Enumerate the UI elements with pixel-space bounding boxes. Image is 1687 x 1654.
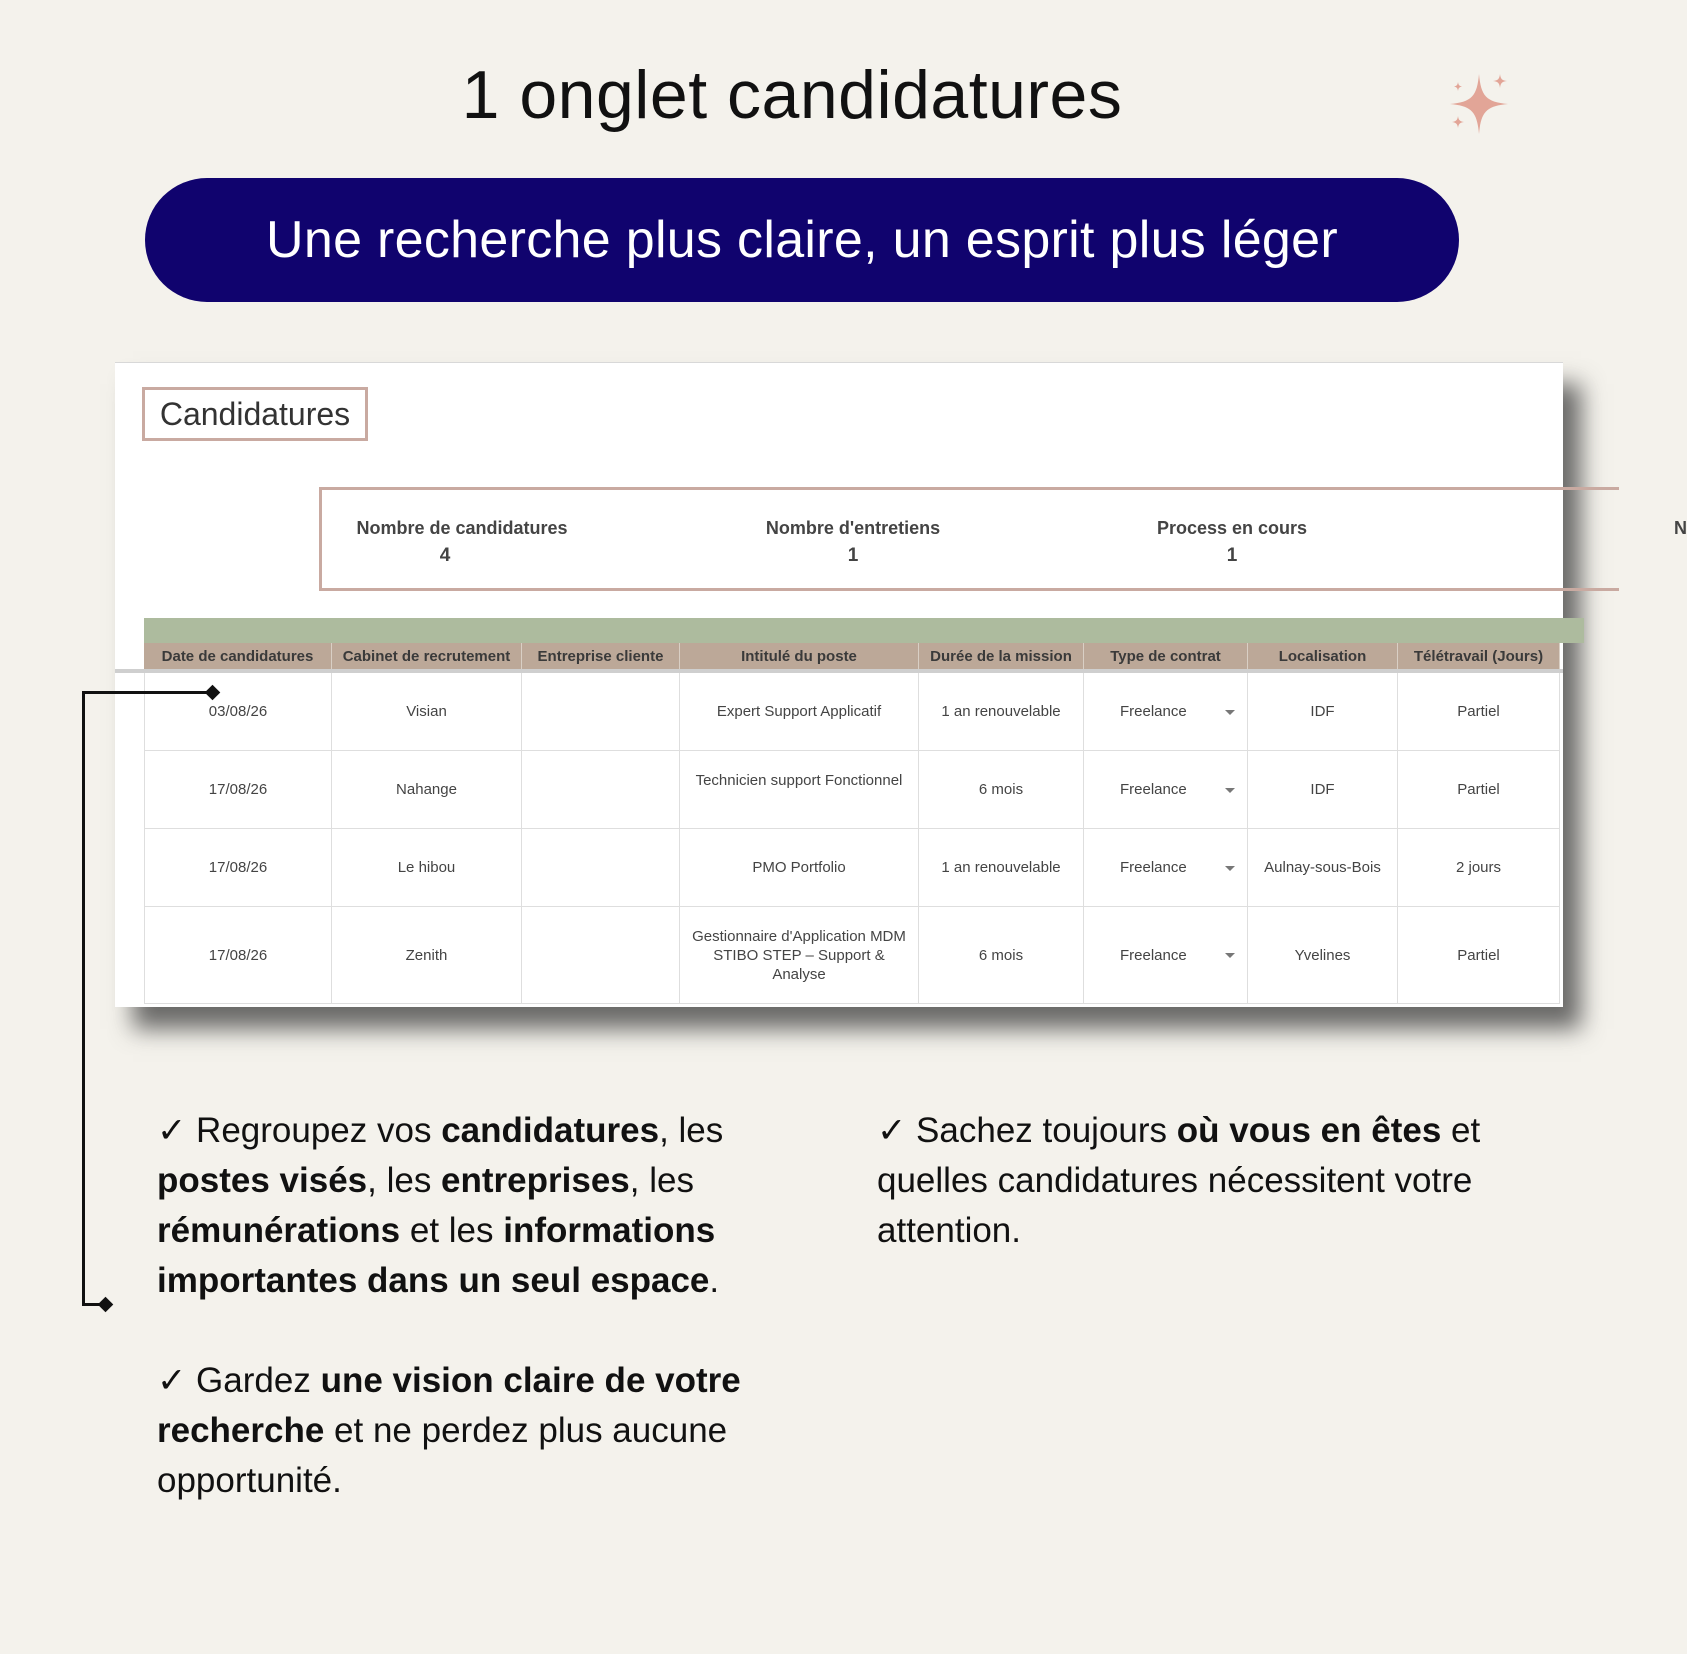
column-header[interactable]: Cabinet de recrutement	[332, 643, 522, 669]
caret-down-icon[interactable]	[1225, 710, 1235, 715]
check-icon: ✓	[157, 1361, 187, 1400]
contrat-value: Freelance	[1120, 781, 1187, 798]
cell-cabinet[interactable]: Zenith	[332, 907, 522, 1003]
table-header	[144, 643, 1560, 669]
contrat-value: Freelance	[1120, 859, 1187, 876]
column-header[interactable]: Type de contrat	[1084, 643, 1248, 669]
stats-panel	[319, 487, 1687, 591]
bullet-text: , les	[659, 1111, 724, 1150]
table-body	[144, 673, 1560, 1004]
cell-entreprise[interactable]	[522, 907, 680, 1003]
cell-duree[interactable]: 6 mois	[919, 907, 1084, 1003]
header-band	[144, 618, 1584, 643]
bullet-text: et les	[400, 1211, 504, 1250]
bullet-regroupez	[157, 1106, 797, 1306]
cell-contrat-dropdown[interactable]	[1084, 829, 1248, 906]
cell-entreprise[interactable]	[522, 829, 680, 906]
cell-poste[interactable]: Expert Support Applicatif	[680, 673, 919, 750]
cell-entreprise[interactable]	[522, 673, 680, 750]
cell-date[interactable]: 17/08/26	[144, 829, 332, 906]
cell-teletravail[interactable]: Partiel	[1398, 673, 1560, 750]
bullet-text: et quelles candidatures nécessitent votre attention.	[877, 1111, 1481, 1250]
bullet-text: Sachez toujours	[906, 1111, 1177, 1150]
cell-teletravail[interactable]: 2 jours	[1398, 829, 1560, 906]
table-row[interactable]	[144, 907, 1560, 1004]
cell-cabinet[interactable]: Le hibou	[332, 829, 522, 906]
bullet-text: .	[709, 1261, 720, 1300]
cell-date[interactable]: 17/08/26	[144, 907, 332, 1003]
tagline-banner	[145, 178, 1459, 302]
bullet-bold: entreprises	[441, 1161, 630, 1200]
stat-label: Process en cours	[1156, 518, 1308, 538]
column-header[interactable]: Durée de la mission	[919, 643, 1084, 669]
stat-process	[1152, 518, 1312, 567]
caret-down-icon[interactable]	[1225, 788, 1235, 793]
cell-contrat-dropdown[interactable]	[1084, 673, 1248, 750]
sheet-title: Candidatures	[142, 387, 368, 441]
stat-cut-off: N	[1674, 518, 1687, 538]
cell-localisation[interactable]: Aulnay-sous-Bois	[1248, 829, 1398, 906]
cell-poste[interactable]: PMO Portfolio	[680, 829, 919, 906]
banner-text: Une recherche plus claire, un esprit plus léger	[266, 211, 1338, 269]
connector-dot	[98, 1297, 114, 1313]
cell-teletravail[interactable]: Partiel	[1398, 907, 1560, 1003]
caret-down-icon[interactable]	[1225, 953, 1235, 958]
column-header[interactable]: Télétravail (Jours)	[1398, 643, 1560, 669]
stat-label: Nombre d'entretiens	[765, 518, 941, 538]
cell-cabinet[interactable]: Nahange	[332, 751, 522, 828]
column-header[interactable]: Entreprise cliente	[522, 643, 680, 669]
bullet-sachez	[877, 1106, 1537, 1256]
column-header[interactable]: Date de candidatures	[144, 643, 332, 669]
table-row[interactable]	[144, 751, 1560, 829]
bullet-bold: informations importantes dans un seul espace	[157, 1211, 716, 1300]
bullet-text: Gardez	[186, 1361, 321, 1400]
stat-value: 1	[847, 545, 859, 566]
cell-localisation[interactable]: IDF	[1248, 673, 1398, 750]
bullet-text: Regroupez vos	[186, 1111, 442, 1150]
bullet-text: et ne perdez plus aucune opportunité.	[157, 1411, 728, 1500]
cell-duree[interactable]: 1 an renouvelable	[919, 673, 1084, 750]
cell-duree[interactable]: 6 mois	[919, 751, 1084, 828]
cell-date[interactable]: 17/08/26	[144, 751, 332, 828]
cell-localisation[interactable]: IDF	[1248, 751, 1398, 828]
contrat-value: Freelance	[1120, 703, 1187, 720]
cell-poste[interactable]: Technicien support Fonctionnel	[680, 751, 919, 828]
cell-contrat-dropdown[interactable]	[1084, 751, 1248, 828]
stat-value: 1	[1226, 545, 1238, 566]
column-header[interactable]: Localisation	[1248, 643, 1398, 669]
cell-poste[interactable]: Gestionnaire d'Application MDM STIBO STEP – Support & Analyse	[680, 907, 919, 1003]
cell-cabinet[interactable]: Visian	[332, 673, 522, 750]
column-header[interactable]: Intitulé du poste	[680, 643, 919, 669]
contrat-value: Freelance	[1120, 946, 1187, 964]
page-title: 1 onglet candidatures	[461, 57, 1123, 133]
check-icon: ✓	[157, 1111, 187, 1150]
connector-line	[82, 691, 85, 1306]
connector-line	[82, 691, 212, 694]
bullet-bold: une vision claire de votre recherche	[157, 1361, 741, 1450]
cell-teletravail[interactable]: Partiel	[1398, 751, 1560, 828]
cell-contrat-dropdown[interactable]	[1084, 907, 1248, 1003]
bullet-bold: où vous en êtes	[1176, 1111, 1442, 1150]
check-icon: ✓	[877, 1111, 907, 1150]
bullet-gardez	[157, 1356, 807, 1506]
cell-duree[interactable]: 1 an renouvelable	[919, 829, 1084, 906]
caret-down-icon[interactable]	[1225, 866, 1235, 871]
stat-value: 4	[439, 545, 451, 566]
sparkle-icon	[1442, 70, 1516, 144]
table-row[interactable]	[144, 829, 1560, 907]
bullet-bold: postes visés	[157, 1161, 368, 1200]
stat-label: Nombre de candidatures	[356, 518, 568, 538]
cell-entreprise[interactable]	[522, 751, 680, 828]
table-row[interactable]	[144, 673, 1560, 751]
bullet-bold: rémunérations	[157, 1211, 401, 1250]
cell-localisation[interactable]: Yvelines	[1248, 907, 1398, 1003]
spreadsheet-screenshot	[115, 362, 1687, 1007]
bullet-text: , les	[367, 1161, 442, 1200]
bullet-text: , les	[629, 1161, 694, 1200]
stat-entretiens	[758, 518, 948, 567]
stat-candidatures	[352, 518, 572, 567]
cell-date[interactable]: 03/08/26	[144, 673, 332, 750]
bullet-bold: candidatures	[441, 1111, 660, 1150]
